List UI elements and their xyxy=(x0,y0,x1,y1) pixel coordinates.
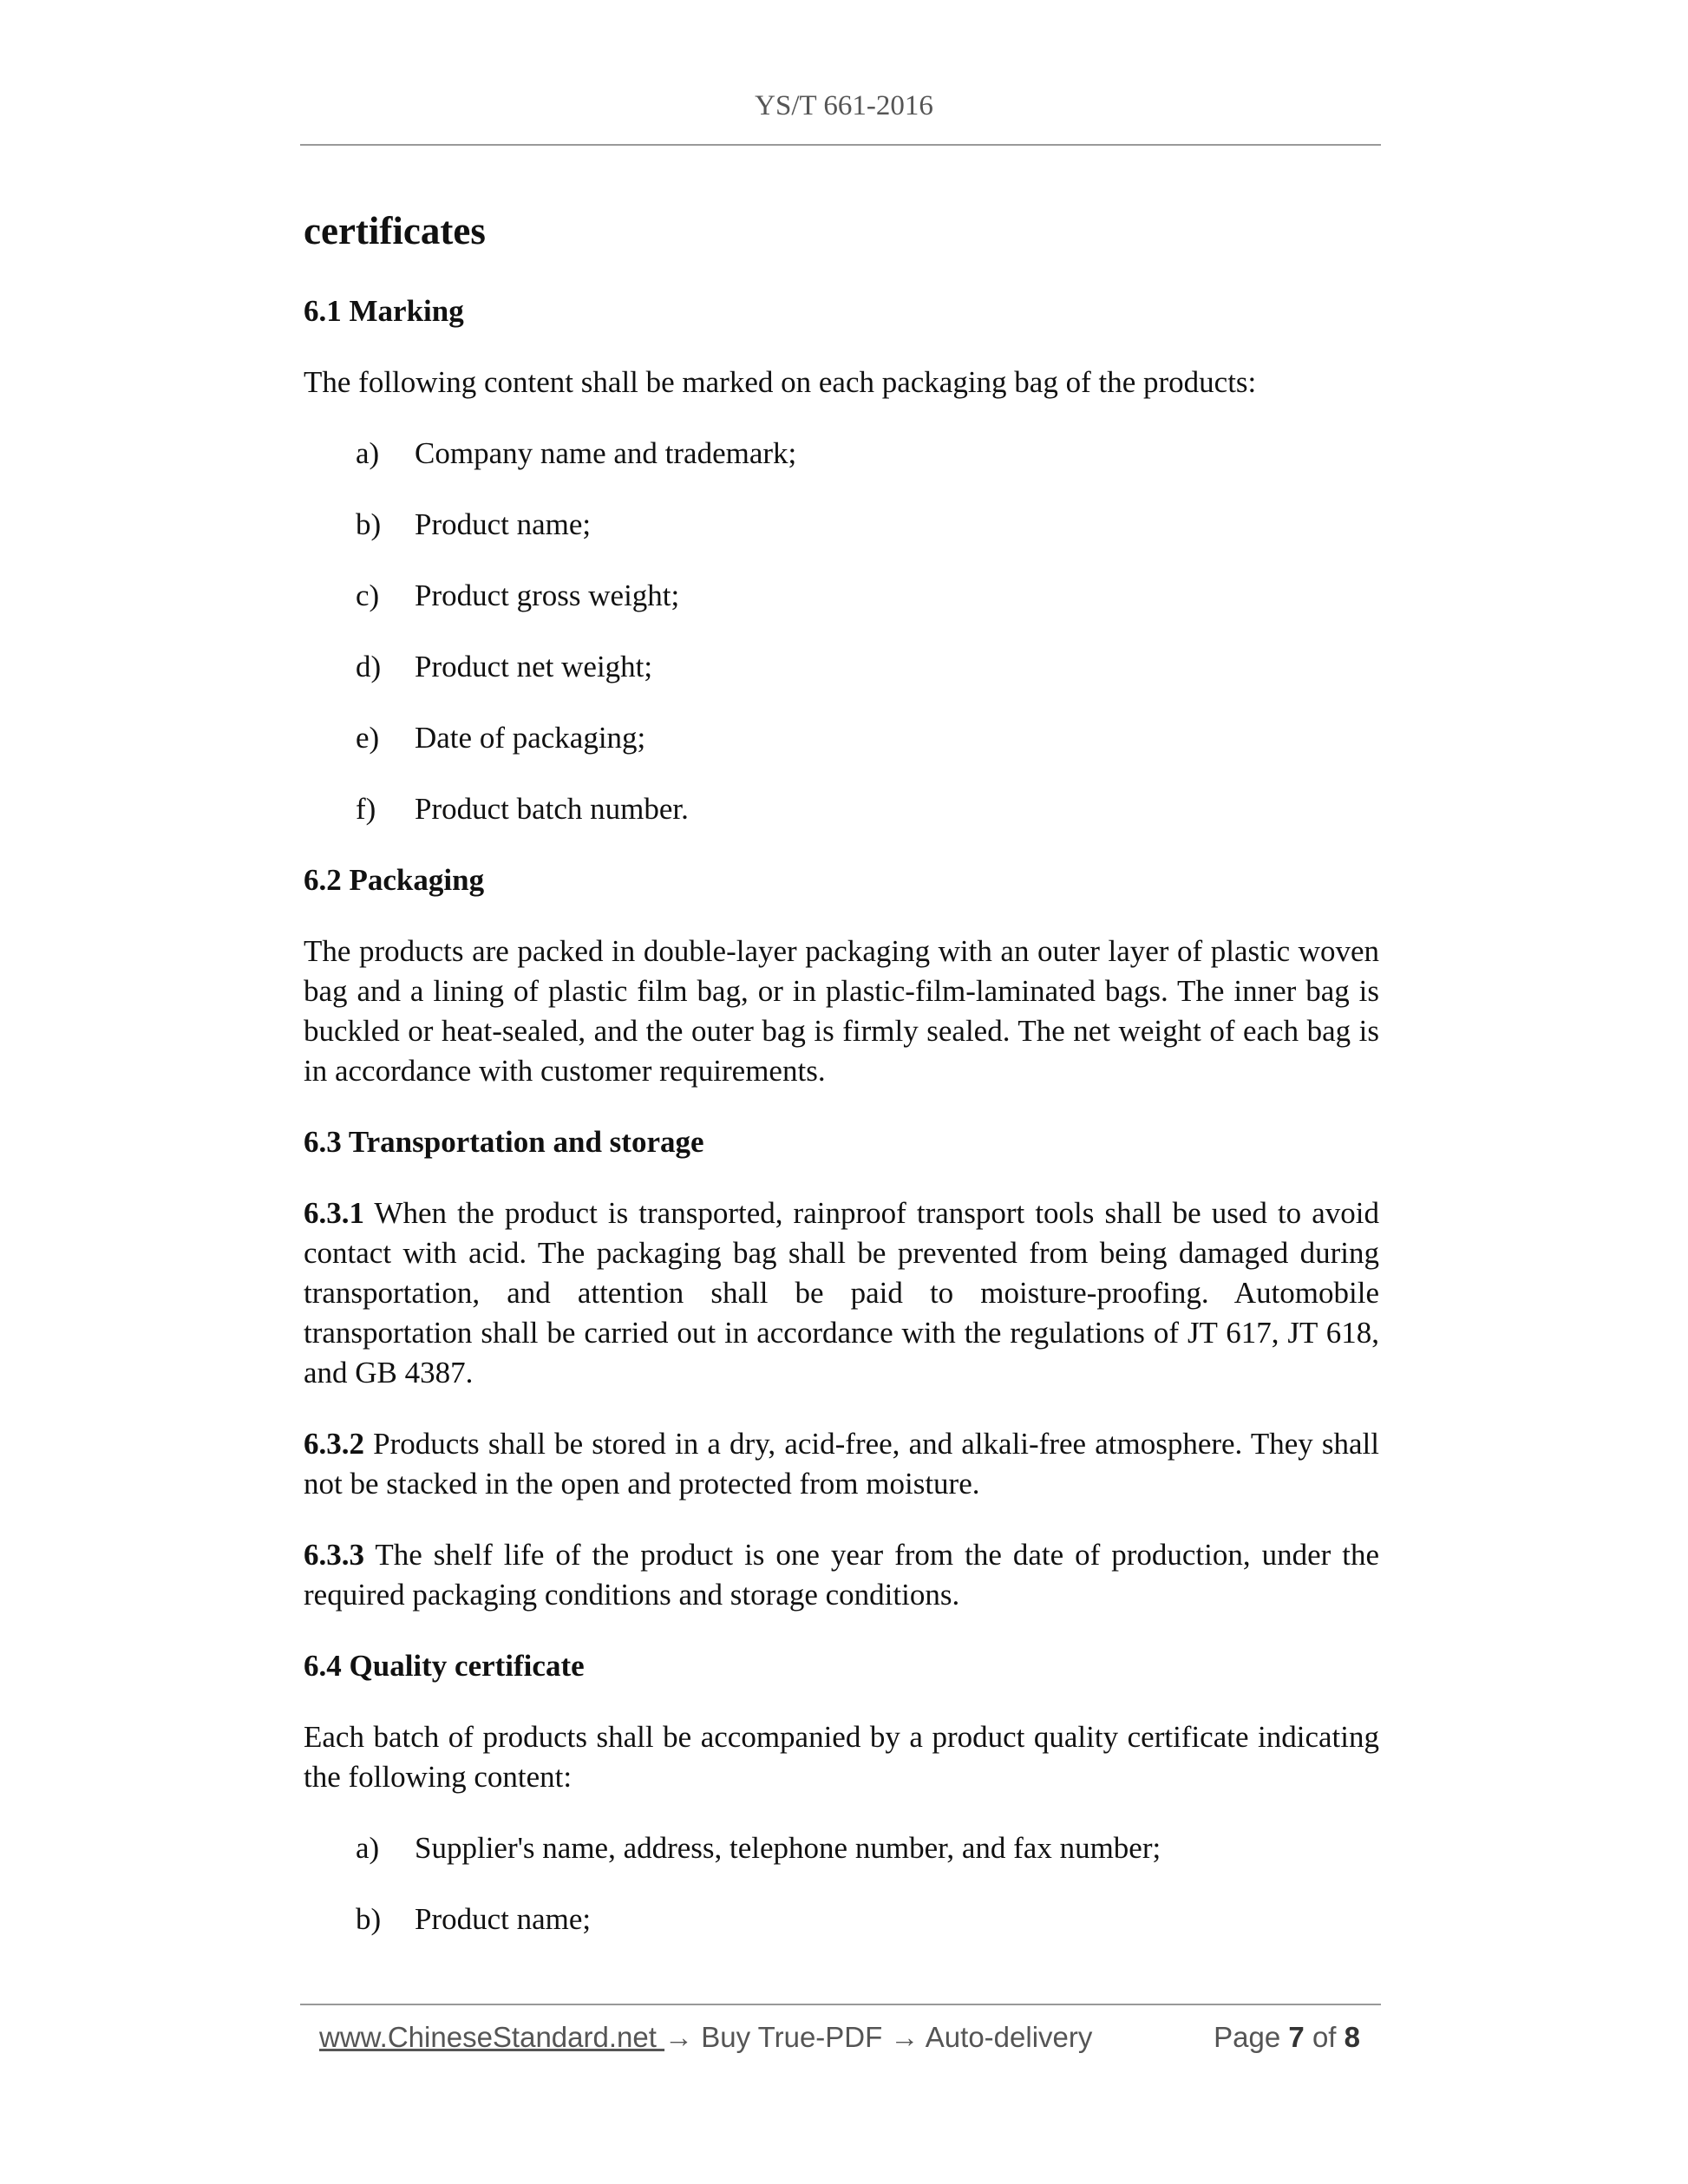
list-text: Supplier's name, address, telephone number, and fax number; xyxy=(415,1831,1161,1865)
list-item xyxy=(304,789,1379,829)
paragraph-6-3-3 xyxy=(304,1535,1379,1615)
list-item xyxy=(304,1828,1379,1868)
list-marker: c) xyxy=(356,579,380,612)
page-total: 8 xyxy=(1344,2021,1360,2053)
heading-6-4: 6.4 Quality certificate xyxy=(304,1649,585,1683)
list-text: Product name; xyxy=(415,1902,592,1936)
list-marker: f) xyxy=(356,792,376,826)
page-label: Page xyxy=(1214,2021,1289,2053)
list-item xyxy=(304,647,1379,687)
clause-number: 6.3.2 xyxy=(304,1427,364,1461)
footer-rule xyxy=(300,2004,1381,2005)
marking-list xyxy=(304,434,1379,829)
buy-text: Buy True-PDF xyxy=(693,2021,891,2053)
clause-text: The shelf life of the product is one year from the date of production, under the required packaging conditions and storage conditions. xyxy=(304,1538,1379,1612)
page-of: of xyxy=(1304,2021,1345,2053)
page-content xyxy=(304,205,1379,1971)
certificate-list xyxy=(304,1828,1379,1939)
footer-promo xyxy=(319,2021,1092,2054)
list-text: Product batch number. xyxy=(415,792,689,826)
list-item xyxy=(304,1900,1379,1939)
clause-number: 6.3.3 xyxy=(304,1538,364,1572)
header-standard-number: YS/T 661-2016 xyxy=(755,90,933,121)
clause-number: 6.3.1 xyxy=(304,1196,364,1230)
list-marker: b) xyxy=(356,507,382,541)
paragraph-6-3-2 xyxy=(304,1424,1379,1504)
website-link[interactable]: www.ChineseStandard.net xyxy=(319,2021,665,2053)
packaging-paragraph: The products are packed in double-layer packaging with an outer layer of plastic woven bag and a lining of plastic film bag, or in plastic-film-laminated bags. The inner bag is buckled or heat-sealed, and the outer bag is firmly sealed. The net weight of each bag is in accordance with customer requirements. xyxy=(304,934,1379,1088)
section-title: certificates xyxy=(304,209,486,252)
heading-6-3: 6.3 Transportation and storage xyxy=(304,1125,704,1159)
quality-certificate-intro: Each batch of products shall be accompanied by a product quality certificate indicating the following content: xyxy=(304,1720,1379,1794)
arrow-right-icon: → xyxy=(664,2021,694,2053)
list-text: Product net weight; xyxy=(415,650,653,683)
list-text: Product gross weight; xyxy=(415,579,680,612)
list-item xyxy=(304,434,1379,474)
list-item xyxy=(304,576,1379,616)
delivery-text: Auto-delivery xyxy=(919,2021,1093,2053)
heading-6-2: 6.2 Packaging xyxy=(304,863,485,897)
marking-intro: The following content shall be marked on each packaging bag of the products: xyxy=(304,365,1257,399)
list-marker: a) xyxy=(356,436,380,470)
clause-text: When the product is transported, rainproof transport tools shall be used to avoid contact with acid. The packaging bag shall be prevented from being damaged during transportation, and attention shall be paid to moisture-proofing. Automobile transportation shall be carried out in accordance with the regulations of JT 617, JT 618, and GB 4387. xyxy=(304,1196,1379,1390)
header-rule xyxy=(300,144,1381,146)
list-marker: b) xyxy=(356,1902,382,1936)
paragraph-6-3-1 xyxy=(304,1193,1379,1393)
list-marker: a) xyxy=(356,1831,380,1865)
page-number xyxy=(1214,2021,1360,2054)
list-text: Date of packaging; xyxy=(415,721,646,755)
footer xyxy=(319,2021,1369,2066)
page-current: 7 xyxy=(1288,2021,1305,2053)
list-marker: e) xyxy=(356,721,380,755)
heading-6-1: 6.1 Marking xyxy=(304,294,464,328)
list-marker: d) xyxy=(356,650,382,683)
list-item xyxy=(304,505,1379,545)
arrow-right-icon: → xyxy=(890,2021,919,2053)
clause-text: Products shall be stored in a dry, acid-free, and alkali-free atmosphere. They shall not be stacked in the open and protected from moisture. xyxy=(304,1427,1379,1501)
list-text: Product name; xyxy=(415,507,592,541)
list-text: Company name and trademark; xyxy=(415,436,797,470)
list-item xyxy=(304,718,1379,758)
